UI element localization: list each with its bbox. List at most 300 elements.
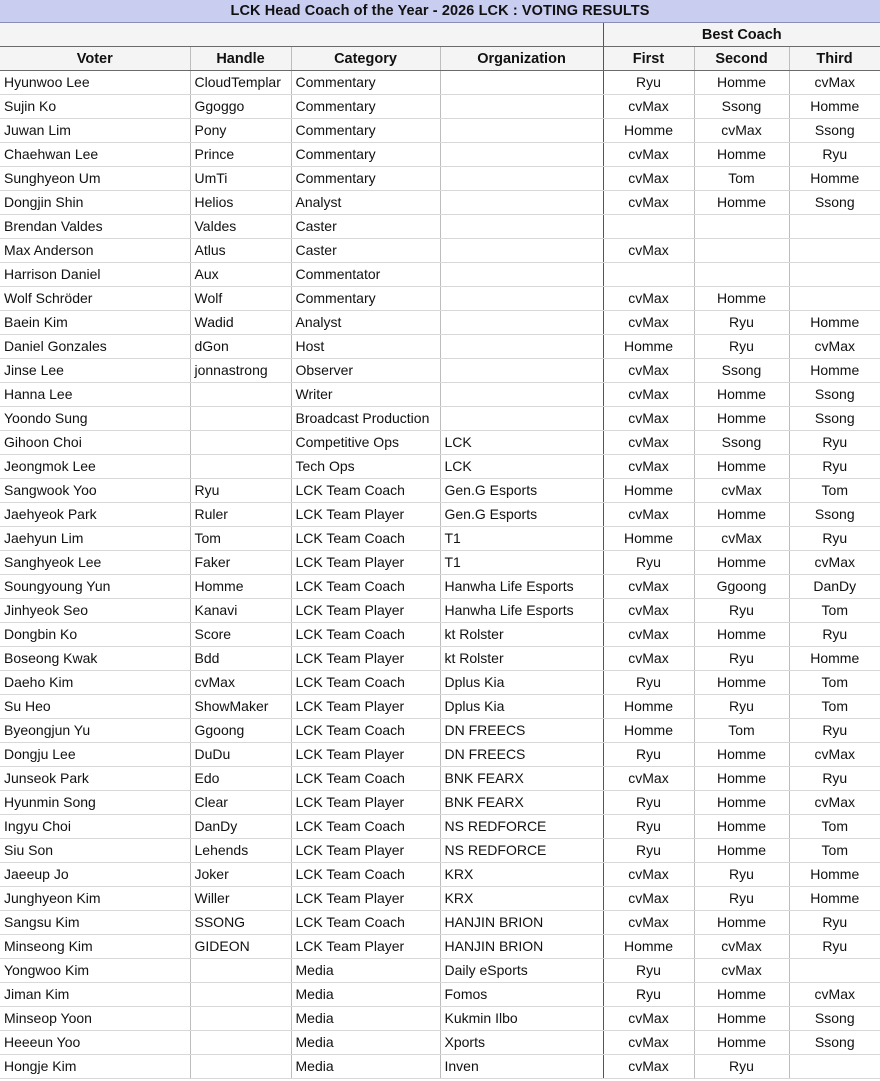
- third-choice-cell[interactable]: [789, 959, 880, 983]
- second-choice-cell[interactable]: Homme: [694, 287, 789, 311]
- third-choice-cell[interactable]: cvMax: [789, 743, 880, 767]
- first-choice-cell[interactable]: cvMax: [603, 503, 694, 527]
- first-choice-cell[interactable]: cvMax: [603, 95, 694, 119]
- organization-cell[interactable]: NS REDFORCE: [440, 839, 603, 863]
- handle-cell[interactable]: Kanavi: [190, 599, 291, 623]
- voter-cell[interactable]: Hanna Lee: [0, 383, 190, 407]
- handle-cell[interactable]: UmTi: [190, 167, 291, 191]
- category-cell[interactable]: Commentary: [291, 71, 440, 95]
- organization-cell[interactable]: [440, 119, 603, 143]
- organization-cell[interactable]: DN FREECS: [440, 743, 603, 767]
- category-cell[interactable]: Media: [291, 1055, 440, 1079]
- handle-cell[interactable]: SSONG: [190, 911, 291, 935]
- second-choice-cell[interactable]: Homme: [694, 191, 789, 215]
- category-cell[interactable]: LCK Team Player: [291, 791, 440, 815]
- third-choice-cell[interactable]: Homme: [789, 167, 880, 191]
- second-choice-cell[interactable]: Homme: [694, 911, 789, 935]
- second-choice-cell[interactable]: [694, 239, 789, 263]
- voter-cell[interactable]: Baein Kim: [0, 311, 190, 335]
- voter-cell[interactable]: Junseok Park: [0, 767, 190, 791]
- category-cell[interactable]: LCK Team Player: [291, 551, 440, 575]
- handle-cell[interactable]: [190, 959, 291, 983]
- third-choice-cell[interactable]: Ryu: [789, 431, 880, 455]
- column-header-organization[interactable]: Organization: [440, 47, 603, 71]
- category-cell[interactable]: LCK Team Player: [291, 935, 440, 959]
- handle-cell[interactable]: Helios: [190, 191, 291, 215]
- voter-cell[interactable]: Harrison Daniel: [0, 263, 190, 287]
- third-choice-cell[interactable]: Ssong: [789, 407, 880, 431]
- organization-cell[interactable]: T1: [440, 527, 603, 551]
- second-choice-cell[interactable]: Homme: [694, 623, 789, 647]
- voter-cell[interactable]: Gihoon Choi: [0, 431, 190, 455]
- second-choice-cell[interactable]: Ryu: [694, 335, 789, 359]
- first-choice-cell[interactable]: Homme: [603, 935, 694, 959]
- first-choice-cell[interactable]: cvMax: [603, 599, 694, 623]
- category-cell[interactable]: LCK Team Player: [291, 647, 440, 671]
- organization-cell[interactable]: [440, 143, 603, 167]
- first-choice-cell[interactable]: cvMax: [603, 911, 694, 935]
- organization-cell[interactable]: Daily eSports: [440, 959, 603, 983]
- third-choice-cell[interactable]: Ryu: [789, 455, 880, 479]
- organization-cell[interactable]: Xports: [440, 1031, 603, 1055]
- third-choice-cell[interactable]: Homme: [789, 95, 880, 119]
- voter-cell[interactable]: Sujin Ko: [0, 95, 190, 119]
- organization-cell[interactable]: LCK: [440, 455, 603, 479]
- second-choice-cell[interactable]: Ryu: [694, 887, 789, 911]
- category-cell[interactable]: Commentary: [291, 143, 440, 167]
- second-choice-cell[interactable]: cvMax: [694, 527, 789, 551]
- third-choice-cell[interactable]: Ssong: [789, 191, 880, 215]
- third-choice-cell[interactable]: cvMax: [789, 71, 880, 95]
- organization-cell[interactable]: Fomos: [440, 983, 603, 1007]
- second-choice-cell[interactable]: Ryu: [694, 599, 789, 623]
- organization-cell[interactable]: [440, 359, 603, 383]
- column-header-voter[interactable]: Voter: [0, 47, 190, 71]
- third-choice-cell[interactable]: [789, 239, 880, 263]
- second-choice-cell[interactable]: cvMax: [694, 119, 789, 143]
- voter-cell[interactable]: Daniel Gonzales: [0, 335, 190, 359]
- handle-cell[interactable]: Aux: [190, 263, 291, 287]
- third-choice-cell[interactable]: Ssong: [789, 119, 880, 143]
- first-choice-cell[interactable]: Homme: [603, 695, 694, 719]
- second-choice-cell[interactable]: Homme: [694, 671, 789, 695]
- handle-cell[interactable]: Lehends: [190, 839, 291, 863]
- handle-cell[interactable]: CloudTemplar: [190, 71, 291, 95]
- handle-cell[interactable]: Prince: [190, 143, 291, 167]
- second-choice-cell[interactable]: Ssong: [694, 95, 789, 119]
- voter-cell[interactable]: Juwan Lim: [0, 119, 190, 143]
- organization-cell[interactable]: DN FREECS: [440, 719, 603, 743]
- third-choice-cell[interactable]: cvMax: [789, 983, 880, 1007]
- voter-cell[interactable]: Brendan Valdes: [0, 215, 190, 239]
- first-choice-cell[interactable]: Homme: [603, 335, 694, 359]
- voter-cell[interactable]: Wolf Schröder: [0, 287, 190, 311]
- category-cell[interactable]: Broadcast Production: [291, 407, 440, 431]
- second-choice-cell[interactable]: Homme: [694, 767, 789, 791]
- handle-cell[interactable]: [190, 1031, 291, 1055]
- third-choice-cell[interactable]: DanDy: [789, 575, 880, 599]
- handle-cell[interactable]: Edo: [190, 767, 291, 791]
- second-choice-cell[interactable]: cvMax: [694, 935, 789, 959]
- category-cell[interactable]: Media: [291, 1007, 440, 1031]
- second-choice-cell[interactable]: cvMax: [694, 959, 789, 983]
- handle-cell[interactable]: Ryu: [190, 479, 291, 503]
- organization-cell[interactable]: [440, 71, 603, 95]
- organization-cell[interactable]: Gen.G Esports: [440, 479, 603, 503]
- handle-cell[interactable]: ShowMaker: [190, 695, 291, 719]
- voter-cell[interactable]: Junghyeon Kim: [0, 887, 190, 911]
- first-choice-cell[interactable]: cvMax: [603, 767, 694, 791]
- first-choice-cell[interactable]: [603, 215, 694, 239]
- first-choice-cell[interactable]: Ryu: [603, 743, 694, 767]
- voter-cell[interactable]: Sanghyeok Lee: [0, 551, 190, 575]
- column-header-first[interactable]: First: [603, 47, 694, 71]
- voter-cell[interactable]: Sangwook Yoo: [0, 479, 190, 503]
- third-choice-cell[interactable]: Ryu: [789, 767, 880, 791]
- category-cell[interactable]: LCK Team Coach: [291, 479, 440, 503]
- category-cell[interactable]: LCK Team Coach: [291, 863, 440, 887]
- third-choice-cell[interactable]: Ryu: [789, 527, 880, 551]
- voter-cell[interactable]: Chaehwan Lee: [0, 143, 190, 167]
- voter-cell[interactable]: Max Anderson: [0, 239, 190, 263]
- second-choice-cell[interactable]: Homme: [694, 839, 789, 863]
- voter-cell[interactable]: Jiman Kim: [0, 983, 190, 1007]
- category-cell[interactable]: Commentary: [291, 95, 440, 119]
- category-cell[interactable]: Commentator: [291, 263, 440, 287]
- voter-cell[interactable]: Ingyu Choi: [0, 815, 190, 839]
- first-choice-cell[interactable]: Homme: [603, 719, 694, 743]
- category-cell[interactable]: LCK Team Coach: [291, 527, 440, 551]
- second-choice-cell[interactable]: Ggoong: [694, 575, 789, 599]
- category-cell[interactable]: Media: [291, 959, 440, 983]
- handle-cell[interactable]: cvMax: [190, 671, 291, 695]
- category-cell[interactable]: Commentary: [291, 287, 440, 311]
- handle-cell[interactable]: Joker: [190, 863, 291, 887]
- voter-cell[interactable]: Sangsu Kim: [0, 911, 190, 935]
- first-choice-cell[interactable]: cvMax: [603, 455, 694, 479]
- voter-cell[interactable]: Yongwoo Kim: [0, 959, 190, 983]
- voter-cell[interactable]: Yoondo Sung: [0, 407, 190, 431]
- voter-cell[interactable]: Dongjin Shin: [0, 191, 190, 215]
- category-cell[interactable]: Tech Ops: [291, 455, 440, 479]
- handle-cell[interactable]: Wolf: [190, 287, 291, 311]
- first-choice-cell[interactable]: cvMax: [603, 1031, 694, 1055]
- third-choice-cell[interactable]: Ryu: [789, 719, 880, 743]
- category-cell[interactable]: LCK Team Coach: [291, 815, 440, 839]
- handle-cell[interactable]: [190, 407, 291, 431]
- organization-cell[interactable]: [440, 263, 603, 287]
- second-choice-cell[interactable]: [694, 215, 789, 239]
- first-choice-cell[interactable]: cvMax: [603, 647, 694, 671]
- second-choice-cell[interactable]: Homme: [694, 503, 789, 527]
- second-choice-cell[interactable]: cvMax: [694, 479, 789, 503]
- third-choice-cell[interactable]: Tom: [789, 671, 880, 695]
- third-choice-cell[interactable]: Homme: [789, 647, 880, 671]
- first-choice-cell[interactable]: Homme: [603, 119, 694, 143]
- third-choice-cell[interactable]: Homme: [789, 863, 880, 887]
- first-choice-cell[interactable]: Ryu: [603, 551, 694, 575]
- second-choice-cell[interactable]: Ryu: [694, 647, 789, 671]
- voter-cell[interactable]: Boseong Kwak: [0, 647, 190, 671]
- first-choice-cell[interactable]: Ryu: [603, 983, 694, 1007]
- category-cell[interactable]: Analyst: [291, 191, 440, 215]
- organization-cell[interactable]: [440, 407, 603, 431]
- organization-cell[interactable]: Inven: [440, 1055, 603, 1079]
- first-choice-cell[interactable]: cvMax: [603, 383, 694, 407]
- handle-cell[interactable]: [190, 1007, 291, 1031]
- first-choice-cell[interactable]: cvMax: [603, 575, 694, 599]
- category-cell[interactable]: LCK Team Player: [291, 695, 440, 719]
- first-choice-cell[interactable]: cvMax: [603, 239, 694, 263]
- voter-cell[interactable]: Siu Son: [0, 839, 190, 863]
- organization-cell[interactable]: NS REDFORCE: [440, 815, 603, 839]
- handle-cell[interactable]: DanDy: [190, 815, 291, 839]
- first-choice-cell[interactable]: cvMax: [603, 167, 694, 191]
- first-choice-cell[interactable]: cvMax: [603, 863, 694, 887]
- organization-cell[interactable]: LCK: [440, 431, 603, 455]
- second-choice-cell[interactable]: Ssong: [694, 431, 789, 455]
- handle-cell[interactable]: Ggoong: [190, 719, 291, 743]
- handle-cell[interactable]: [190, 1055, 291, 1079]
- organization-cell[interactable]: KRX: [440, 887, 603, 911]
- voter-cell[interactable]: Dongbin Ko: [0, 623, 190, 647]
- voter-cell[interactable]: Minseong Kim: [0, 935, 190, 959]
- category-cell[interactable]: LCK Team Coach: [291, 911, 440, 935]
- third-choice-cell[interactable]: Homme: [789, 311, 880, 335]
- category-cell[interactable]: Writer: [291, 383, 440, 407]
- first-choice-cell[interactable]: Ryu: [603, 839, 694, 863]
- second-choice-cell[interactable]: Ryu: [694, 1055, 789, 1079]
- first-choice-cell[interactable]: Homme: [603, 479, 694, 503]
- voter-cell[interactable]: Heeeun Yoo: [0, 1031, 190, 1055]
- first-choice-cell[interactable]: cvMax: [603, 359, 694, 383]
- organization-cell[interactable]: Kukmin Ilbo: [440, 1007, 603, 1031]
- second-choice-cell[interactable]: Homme: [694, 455, 789, 479]
- organization-cell[interactable]: [440, 167, 603, 191]
- category-cell[interactable]: LCK Team Player: [291, 599, 440, 623]
- third-choice-cell[interactable]: Ryu: [789, 935, 880, 959]
- category-cell[interactable]: LCK Team Player: [291, 503, 440, 527]
- handle-cell[interactable]: Atlus: [190, 239, 291, 263]
- organization-cell[interactable]: Dplus Kia: [440, 671, 603, 695]
- second-choice-cell[interactable]: [694, 263, 789, 287]
- organization-cell[interactable]: BNK FEARX: [440, 767, 603, 791]
- first-choice-cell[interactable]: Ryu: [603, 815, 694, 839]
- second-choice-cell[interactable]: Homme: [694, 551, 789, 575]
- third-choice-cell[interactable]: Tom: [789, 599, 880, 623]
- third-choice-cell[interactable]: [789, 215, 880, 239]
- handle-cell[interactable]: GIDEON: [190, 935, 291, 959]
- second-choice-cell[interactable]: Homme: [694, 71, 789, 95]
- first-choice-cell[interactable]: Ryu: [603, 71, 694, 95]
- second-choice-cell[interactable]: Tom: [694, 719, 789, 743]
- organization-cell[interactable]: [440, 383, 603, 407]
- first-choice-cell[interactable]: [603, 263, 694, 287]
- second-choice-cell[interactable]: Homme: [694, 1007, 789, 1031]
- category-cell[interactable]: Analyst: [291, 311, 440, 335]
- second-choice-cell[interactable]: Homme: [694, 143, 789, 167]
- category-cell[interactable]: LCK Team Coach: [291, 623, 440, 647]
- first-choice-cell[interactable]: cvMax: [603, 191, 694, 215]
- voter-cell[interactable]: Jaehyeok Park: [0, 503, 190, 527]
- first-choice-cell[interactable]: cvMax: [603, 1007, 694, 1031]
- organization-cell[interactable]: KRX: [440, 863, 603, 887]
- organization-cell[interactable]: [440, 287, 603, 311]
- organization-cell[interactable]: [440, 335, 603, 359]
- handle-cell[interactable]: Ruler: [190, 503, 291, 527]
- handle-cell[interactable]: Bdd: [190, 647, 291, 671]
- first-choice-cell[interactable]: Ryu: [603, 671, 694, 695]
- second-choice-cell[interactable]: Homme: [694, 791, 789, 815]
- third-choice-cell[interactable]: Tom: [789, 479, 880, 503]
- handle-cell[interactable]: Homme: [190, 575, 291, 599]
- second-choice-cell[interactable]: Homme: [694, 407, 789, 431]
- third-choice-cell[interactable]: Homme: [789, 359, 880, 383]
- column-header-handle[interactable]: Handle: [190, 47, 291, 71]
- second-choice-cell[interactable]: Homme: [694, 1031, 789, 1055]
- voter-cell[interactable]: Jinhyeok Seo: [0, 599, 190, 623]
- handle-cell[interactable]: [190, 383, 291, 407]
- third-choice-cell[interactable]: Homme: [789, 887, 880, 911]
- third-choice-cell[interactable]: Ssong: [789, 1007, 880, 1031]
- voter-cell[interactable]: Minseop Yoon: [0, 1007, 190, 1031]
- category-cell[interactable]: Caster: [291, 239, 440, 263]
- category-cell[interactable]: LCK Team Player: [291, 743, 440, 767]
- organization-cell[interactable]: HANJIN BRION: [440, 911, 603, 935]
- organization-cell[interactable]: Hanwha Life Esports: [440, 575, 603, 599]
- voter-cell[interactable]: Hyunmin Song: [0, 791, 190, 815]
- category-cell[interactable]: Host: [291, 335, 440, 359]
- category-cell[interactable]: LCK Team Coach: [291, 719, 440, 743]
- third-choice-cell[interactable]: Ryu: [789, 911, 880, 935]
- voter-cell[interactable]: Dongju Lee: [0, 743, 190, 767]
- voter-cell[interactable]: Jaehyun Lim: [0, 527, 190, 551]
- category-cell[interactable]: Competitive Ops: [291, 431, 440, 455]
- voter-cell[interactable]: Hongje Kim: [0, 1055, 190, 1079]
- third-choice-cell[interactable]: cvMax: [789, 335, 880, 359]
- third-choice-cell[interactable]: [789, 263, 880, 287]
- handle-cell[interactable]: [190, 983, 291, 1007]
- organization-cell[interactable]: [440, 311, 603, 335]
- first-choice-cell[interactable]: cvMax: [603, 887, 694, 911]
- organization-cell[interactable]: [440, 239, 603, 263]
- first-choice-cell[interactable]: cvMax: [603, 287, 694, 311]
- handle-cell[interactable]: jonnastrong: [190, 359, 291, 383]
- organization-cell[interactable]: Hanwha Life Esports: [440, 599, 603, 623]
- category-cell[interactable]: Media: [291, 983, 440, 1007]
- category-cell[interactable]: LCK Team Coach: [291, 671, 440, 695]
- first-choice-cell[interactable]: cvMax: [603, 311, 694, 335]
- organization-cell[interactable]: Dplus Kia: [440, 695, 603, 719]
- handle-cell[interactable]: Ggoggo: [190, 95, 291, 119]
- voter-cell[interactable]: Daeho Kim: [0, 671, 190, 695]
- first-choice-cell[interactable]: cvMax: [603, 407, 694, 431]
- first-choice-cell[interactable]: Homme: [603, 527, 694, 551]
- handle-cell[interactable]: [190, 455, 291, 479]
- handle-cell[interactable]: Pony: [190, 119, 291, 143]
- first-choice-cell[interactable]: cvMax: [603, 623, 694, 647]
- first-choice-cell[interactable]: cvMax: [603, 143, 694, 167]
- second-choice-cell[interactable]: Ssong: [694, 359, 789, 383]
- category-cell[interactable]: Commentary: [291, 167, 440, 191]
- organization-cell[interactable]: [440, 191, 603, 215]
- voter-cell[interactable]: Byeongjun Yu: [0, 719, 190, 743]
- third-choice-cell[interactable]: Tom: [789, 815, 880, 839]
- third-choice-cell[interactable]: Ssong: [789, 383, 880, 407]
- third-choice-cell[interactable]: Ssong: [789, 1031, 880, 1055]
- organization-cell[interactable]: T1: [440, 551, 603, 575]
- second-choice-cell[interactable]: Ryu: [694, 695, 789, 719]
- handle-cell[interactable]: Tom: [190, 527, 291, 551]
- handle-cell[interactable]: Wadid: [190, 311, 291, 335]
- third-choice-cell[interactable]: Ssong: [789, 503, 880, 527]
- second-choice-cell[interactable]: Homme: [694, 983, 789, 1007]
- handle-cell[interactable]: [190, 431, 291, 455]
- third-choice-cell[interactable]: Ryu: [789, 623, 880, 647]
- third-choice-cell[interactable]: Tom: [789, 839, 880, 863]
- voter-cell[interactable]: Hyunwoo Lee: [0, 71, 190, 95]
- second-choice-cell[interactable]: Tom: [694, 167, 789, 191]
- handle-cell[interactable]: Score: [190, 623, 291, 647]
- voter-cell[interactable]: Jinse Lee: [0, 359, 190, 383]
- organization-cell[interactable]: HANJIN BRION: [440, 935, 603, 959]
- third-choice-cell[interactable]: cvMax: [789, 551, 880, 575]
- handle-cell[interactable]: Faker: [190, 551, 291, 575]
- column-header-third[interactable]: Third: [789, 47, 880, 71]
- category-cell[interactable]: Caster: [291, 215, 440, 239]
- third-choice-cell[interactable]: Tom: [789, 695, 880, 719]
- voter-cell[interactable]: Sunghyeon Um: [0, 167, 190, 191]
- voter-cell[interactable]: Soungyoung Yun: [0, 575, 190, 599]
- third-choice-cell[interactable]: [789, 1055, 880, 1079]
- second-choice-cell[interactable]: Ryu: [694, 863, 789, 887]
- third-choice-cell[interactable]: [789, 287, 880, 311]
- third-choice-cell[interactable]: cvMax: [789, 791, 880, 815]
- category-cell[interactable]: Media: [291, 1031, 440, 1055]
- second-choice-cell[interactable]: Homme: [694, 815, 789, 839]
- organization-cell[interactable]: [440, 95, 603, 119]
- category-cell[interactable]: Commentary: [291, 119, 440, 143]
- third-choice-cell[interactable]: Ryu: [789, 143, 880, 167]
- category-cell[interactable]: LCK Team Player: [291, 839, 440, 863]
- first-choice-cell[interactable]: cvMax: [603, 1055, 694, 1079]
- organization-cell[interactable]: Gen.G Esports: [440, 503, 603, 527]
- handle-cell[interactable]: Willer: [190, 887, 291, 911]
- organization-cell[interactable]: kt Rolster: [440, 647, 603, 671]
- voter-cell[interactable]: Jaeeup Jo: [0, 863, 190, 887]
- category-cell[interactable]: LCK Team Player: [291, 887, 440, 911]
- category-cell[interactable]: LCK Team Coach: [291, 575, 440, 599]
- voter-cell[interactable]: Jeongmok Lee: [0, 455, 190, 479]
- handle-cell[interactable]: dGon: [190, 335, 291, 359]
- category-cell[interactable]: Observer: [291, 359, 440, 383]
- handle-cell[interactable]: Valdes: [190, 215, 291, 239]
- second-choice-cell[interactable]: Homme: [694, 743, 789, 767]
- handle-cell[interactable]: DuDu: [190, 743, 291, 767]
- organization-cell[interactable]: [440, 215, 603, 239]
- first-choice-cell[interactable]: Ryu: [603, 959, 694, 983]
- column-header-second[interactable]: Second: [694, 47, 789, 71]
- second-choice-cell[interactable]: Homme: [694, 383, 789, 407]
- column-header-category[interactable]: Category: [291, 47, 440, 71]
- handle-cell[interactable]: Clear: [190, 791, 291, 815]
- organization-cell[interactable]: BNK FEARX: [440, 791, 603, 815]
- first-choice-cell[interactable]: cvMax: [603, 431, 694, 455]
- second-choice-cell[interactable]: Ryu: [694, 311, 789, 335]
- category-cell[interactable]: LCK Team Coach: [291, 767, 440, 791]
- organization-cell[interactable]: kt Rolster: [440, 623, 603, 647]
- voter-cell[interactable]: Su Heo: [0, 695, 190, 719]
